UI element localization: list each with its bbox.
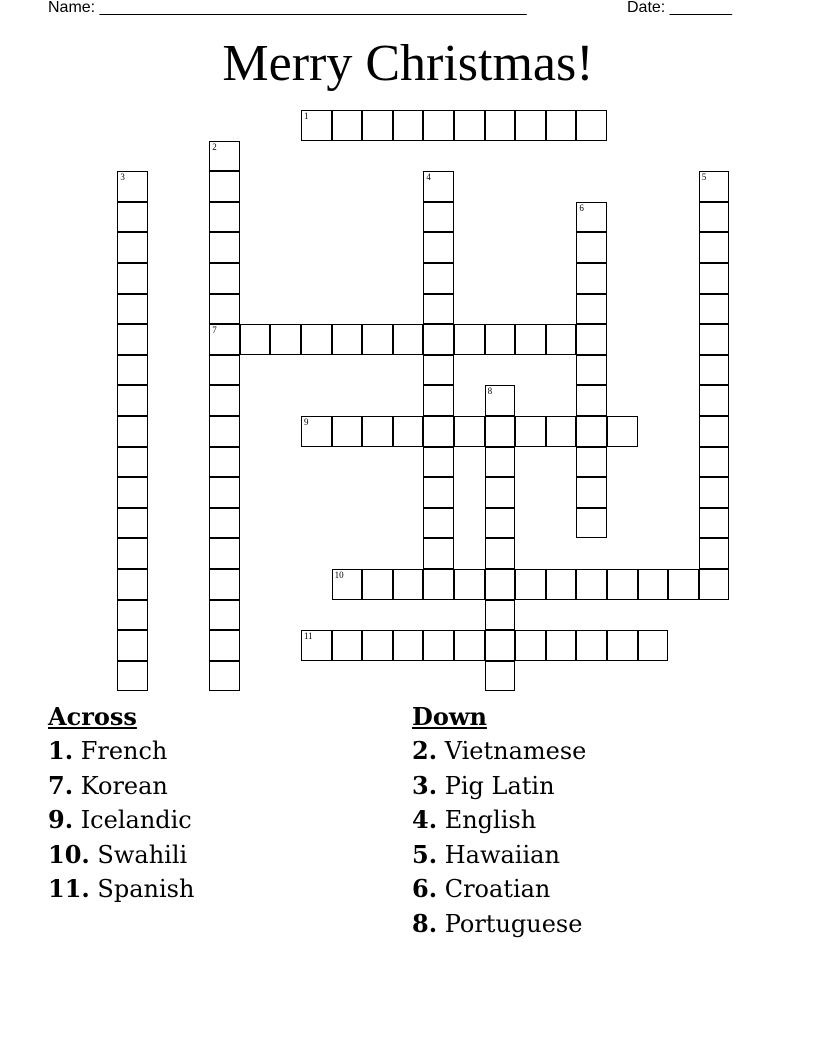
grid-cell[interactable]	[699, 416, 730, 447]
grid-cell[interactable]	[699, 324, 730, 355]
grid-cell[interactable]	[515, 324, 546, 355]
clue-number: 10.	[48, 839, 90, 869]
grid-cell[interactable]	[576, 630, 607, 661]
grid-cell[interactable]	[117, 508, 148, 539]
grid-cell[interactable]	[362, 630, 393, 661]
grid-cell[interactable]	[117, 569, 148, 600]
grid-cell[interactable]	[240, 324, 271, 355]
grid-cell[interactable]	[699, 202, 730, 233]
grid-cell[interactable]	[699, 232, 730, 263]
grid-cell[interactable]	[454, 416, 485, 447]
grid-cell[interactable]	[699, 569, 730, 600]
grid-cell[interactable]	[515, 630, 546, 661]
grid-cell[interactable]	[423, 416, 454, 447]
cell-number: 10	[334, 570, 344, 580]
grid-cell[interactable]	[117, 263, 148, 294]
grid-cell[interactable]	[454, 630, 485, 661]
grid-cell[interactable]	[117, 630, 148, 661]
grid-cell[interactable]	[423, 294, 454, 325]
grid-cell[interactable]	[699, 538, 730, 569]
grid-cell[interactable]	[117, 447, 148, 478]
clue-down-5	[412, 838, 586, 873]
grid-cell[interactable]	[393, 569, 424, 600]
grid-cell[interactable]	[423, 508, 454, 539]
grid-cell[interactable]	[485, 385, 516, 416]
grid-cell[interactable]	[485, 416, 516, 447]
grid-cell[interactable]	[485, 569, 516, 600]
cell-number: 5	[701, 172, 707, 183]
grid-cell[interactable]	[607, 569, 638, 600]
worksheet-header	[48, 0, 748, 20]
clue-text: Icelandic	[80, 806, 192, 834]
clue-number: 2.	[412, 736, 438, 765]
cell-number: 2	[212, 141, 217, 152]
clue-text: French	[80, 737, 168, 765]
grid-cell[interactable]	[117, 477, 148, 508]
grid-cell[interactable]	[423, 171, 454, 202]
across-heading: Across	[48, 702, 137, 731]
grid-cell[interactable]	[668, 569, 699, 600]
grid-cell[interactable]	[393, 630, 424, 661]
down-heading: Down	[412, 702, 487, 731]
grid-cell[interactable]	[117, 661, 148, 692]
grid-cell[interactable]	[485, 508, 516, 539]
grid-cell[interactable]	[117, 385, 148, 416]
grid-cell[interactable]	[576, 477, 607, 508]
clue-number: 3.	[412, 770, 438, 800]
clue-number: 7.	[48, 770, 74, 800]
grid-cell[interactable]	[423, 355, 454, 386]
grid-cell[interactable]	[546, 569, 577, 600]
grid-cell[interactable]	[423, 538, 454, 569]
grid-cell[interactable]	[117, 294, 148, 325]
grid-cell[interactable]	[699, 294, 730, 325]
clue-across-10	[48, 838, 194, 873]
grid-cell[interactable]	[393, 110, 424, 141]
cell-number: 9	[304, 417, 309, 427]
grid-cell[interactable]	[209, 538, 240, 569]
grid-cell[interactable]	[362, 110, 393, 141]
clue-text: Pig Latin	[444, 771, 555, 800]
grid-cell[interactable]	[515, 416, 546, 447]
clue-across-7	[48, 769, 194, 804]
grid-cell[interactable]	[576, 263, 607, 294]
grid-cell[interactable]	[423, 569, 454, 600]
clue-number: 6.	[412, 874, 438, 903]
grid-cell[interactable]	[485, 600, 516, 631]
grid-cell[interactable]	[362, 416, 393, 447]
grid-cell[interactable]	[607, 630, 638, 661]
cell-number: 6	[579, 202, 584, 213]
grid-cell[interactable]	[301, 416, 332, 447]
clue-down-3	[412, 769, 586, 804]
grid-cell[interactable]	[576, 416, 607, 447]
grid-cell[interactable]	[423, 324, 454, 355]
grid-cell[interactable]	[362, 569, 393, 600]
grid-cell[interactable]	[209, 202, 240, 233]
clue-number: 8.	[412, 908, 438, 938]
grid-cell[interactable]	[485, 324, 516, 355]
grid-cell[interactable]	[332, 324, 363, 355]
grid-cell[interactable]	[209, 141, 240, 172]
grid-cell[interactable]	[699, 477, 730, 508]
clue-down-6	[412, 872, 586, 907]
grid-cell[interactable]	[699, 171, 730, 202]
clue-text: Korean	[80, 771, 168, 800]
grid-cell[interactable]	[546, 110, 577, 141]
grid-cell[interactable]	[332, 110, 363, 141]
grid-cell[interactable]	[423, 477, 454, 508]
grid-cell[interactable]	[209, 385, 240, 416]
grid-cell[interactable]	[117, 355, 148, 386]
grid-cell[interactable]	[454, 110, 485, 141]
grid-cell[interactable]	[699, 355, 730, 386]
grid-cell[interactable]	[393, 324, 424, 355]
clue-text: Portuguese	[444, 909, 583, 938]
grid-cell[interactable]	[209, 294, 240, 325]
grid-cell[interactable]	[576, 232, 607, 263]
grid-cell[interactable]	[423, 232, 454, 263]
clue-number: 11.	[48, 874, 90, 903]
grid-cell[interactable]	[423, 630, 454, 661]
grid-cell[interactable]	[209, 355, 240, 386]
down-clues	[412, 700, 586, 941]
grid-cell[interactable]	[423, 447, 454, 478]
clue-number: 5.	[412, 839, 438, 869]
clue-number: 1.	[48, 736, 74, 765]
grid-cell[interactable]	[546, 630, 577, 661]
grid-cell[interactable]	[576, 447, 607, 478]
clue-text: Croatian	[444, 875, 551, 903]
grid-cell[interactable]	[209, 600, 240, 631]
grid-cell[interactable]	[485, 110, 516, 141]
clue-across-1	[48, 734, 194, 769]
grid-cell[interactable]	[638, 630, 669, 661]
grid-cell[interactable]	[576, 508, 607, 539]
grid-cell[interactable]	[546, 416, 577, 447]
cell-number: 4	[426, 172, 431, 183]
grid-cell[interactable]	[117, 538, 148, 569]
grid-cell[interactable]	[423, 385, 454, 416]
grid-cell[interactable]	[332, 416, 363, 447]
grid-cell[interactable]	[454, 324, 485, 355]
grid-cell[interactable]	[117, 171, 148, 202]
grid-cell[interactable]	[576, 324, 607, 355]
clue-text: Vietnamese	[444, 737, 587, 765]
grid-cell[interactable]	[209, 569, 240, 600]
grid-cell[interactable]	[638, 569, 669, 600]
clue-across-11	[48, 872, 194, 907]
grid-cell[interactable]	[270, 324, 301, 355]
grid-cell[interactable]	[454, 569, 485, 600]
grid-cell[interactable]	[699, 508, 730, 539]
cell-number: 3	[120, 172, 125, 183]
grid-cell[interactable]	[576, 110, 607, 141]
grid-cell[interactable]	[423, 202, 454, 233]
grid-cell[interactable]	[209, 630, 240, 661]
grid-cell[interactable]	[362, 324, 393, 355]
grid-cell[interactable]	[117, 324, 148, 355]
date-line[interactable]: Date: _______	[627, 0, 732, 16]
cell-number: 11	[304, 631, 313, 642]
grid-cell[interactable]	[209, 232, 240, 263]
grid-cell[interactable]	[209, 416, 240, 447]
clue-across-9	[48, 803, 194, 838]
cell-number: 8	[487, 386, 493, 397]
clue-number: 4.	[412, 805, 438, 834]
grid-cell[interactable]	[332, 630, 363, 661]
grid-cell[interactable]	[485, 538, 516, 569]
grid-cell[interactable]	[117, 600, 148, 631]
clue-text: Hawaiian	[444, 840, 560, 869]
grid-cell[interactable]	[699, 447, 730, 478]
grid-cell[interactable]	[301, 630, 332, 661]
grid-cell[interactable]	[699, 385, 730, 416]
grid-cell[interactable]	[117, 202, 148, 233]
grid-cell[interactable]	[209, 263, 240, 294]
grid-cell[interactable]	[117, 232, 148, 263]
grid-cell[interactable]	[423, 110, 454, 141]
grid-cell[interactable]	[301, 110, 332, 141]
cell-number: 7	[212, 325, 217, 336]
grid-cell[interactable]	[332, 569, 363, 600]
grid-cell[interactable]	[485, 630, 516, 661]
grid-cell[interactable]	[423, 263, 454, 294]
grid-cell[interactable]	[117, 416, 148, 447]
grid-cell[interactable]	[485, 661, 516, 692]
grid-cell[interactable]	[209, 324, 240, 355]
grid-cell[interactable]	[515, 110, 546, 141]
cell-number: 1	[304, 111, 309, 121]
page-title: Merry Christmas!	[222, 35, 594, 92]
grid-cell[interactable]	[485, 447, 516, 478]
grid-cell[interactable]	[699, 263, 730, 294]
grid-cell[interactable]	[209, 171, 240, 202]
grid-cell[interactable]	[576, 294, 607, 325]
grid-cell[interactable]	[485, 477, 516, 508]
grid-cell[interactable]	[209, 477, 240, 508]
grid-cell[interactable]	[209, 447, 240, 478]
clue-text: Spanish	[97, 875, 195, 903]
clue-number: 9.	[48, 805, 74, 834]
grid-cell[interactable]	[607, 416, 638, 447]
grid-cell[interactable]	[515, 569, 546, 600]
across-clues	[48, 700, 194, 907]
grid-cell[interactable]	[576, 569, 607, 600]
clue-text: Swahili	[97, 840, 188, 869]
grid-cell[interactable]	[576, 355, 607, 386]
grid-cell[interactable]	[576, 202, 607, 233]
grid-cell[interactable]	[209, 661, 240, 692]
grid-cell[interactable]	[546, 324, 577, 355]
name-line[interactable]: Name: ________________________________________________	[48, 0, 527, 16]
clue-down-2	[412, 734, 586, 769]
clue-down-8	[412, 907, 586, 942]
grid-cell[interactable]	[209, 508, 240, 539]
grid-cell[interactable]	[393, 416, 424, 447]
grid-cell[interactable]	[576, 385, 607, 416]
clue-down-4	[412, 803, 586, 838]
clue-text: English	[444, 806, 537, 834]
grid-cell[interactable]	[301, 324, 332, 355]
